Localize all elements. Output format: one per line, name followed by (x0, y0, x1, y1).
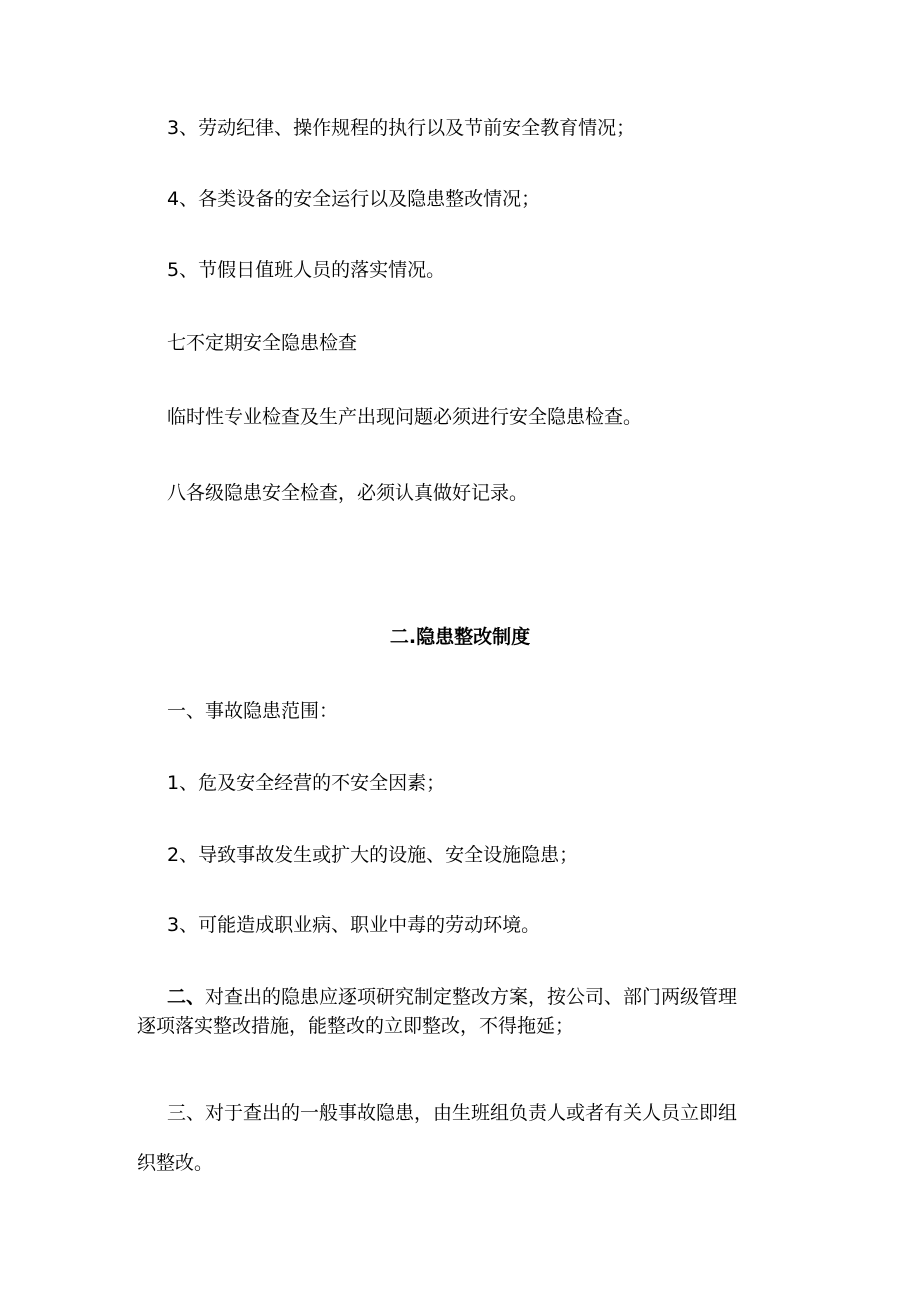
list-item: 3、可能造成职业病、职业中毒的劳动环境。 (167, 914, 541, 936)
paragraph-text: 对查出的隐患应逐项研究制定整改方案，按公司、部门两级管理 (205, 986, 738, 1008)
paragraph: 八各级隐患安全检查，必须认真做好记录。 (167, 482, 529, 504)
paragraph-line (167, 985, 737, 1009)
paragraph-line: 织整改。 (137, 1152, 214, 1174)
section-title: 一、事故隐患范围： (167, 700, 339, 722)
section-heading: 二.隐患整改制度 (389, 626, 531, 648)
paragraph: 临时性专业检查及生产出现问题必须进行安全隐患检查。 (167, 406, 643, 428)
section-title: 七不定期安全隐患检查 (167, 332, 358, 354)
list-item: 1、危及安全经营的不安全因素； (167, 772, 446, 794)
paragraph-line: 逐项落实整改措施，能整改的立即整改，不得拖延； (137, 1015, 575, 1037)
list-item: 2、导致事故发生或扩大的设施、安全设施隐患； (167, 844, 579, 866)
list-item: 4、各类设备的安全运行以及隐患整改情况； (167, 188, 541, 210)
paragraph-line: 三、对于查出的一般事故隐患，由生班组负责人或者有关人员立即组 (167, 1102, 738, 1124)
paragraph-lead: 二、 (167, 986, 206, 1008)
list-item: 5、节假日值班人员的落实情况。 (167, 259, 446, 281)
list-item: 3、劳动纪律、操作规程的执行以及节前安全教育情况； (167, 117, 636, 139)
